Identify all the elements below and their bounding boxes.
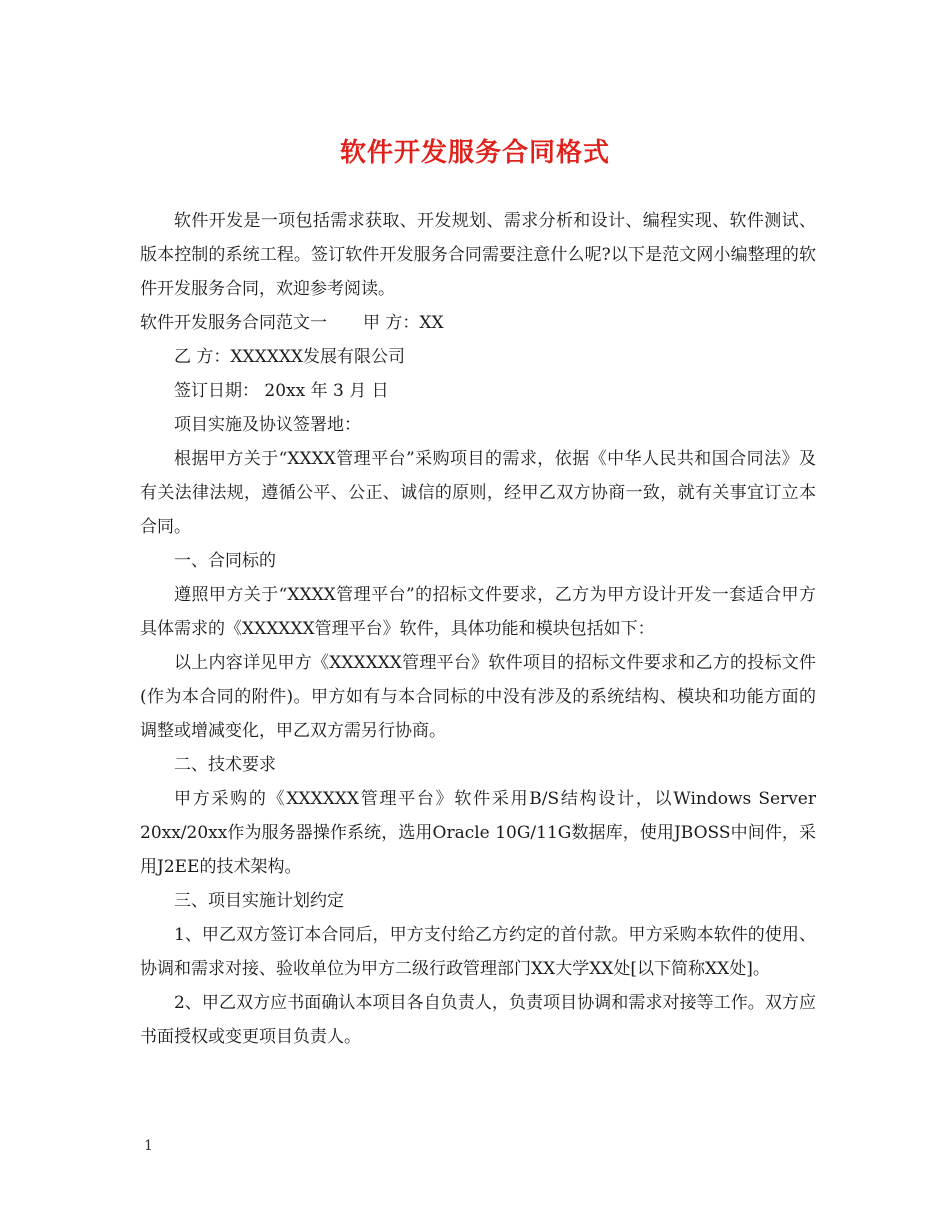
subject-paragraph-1: 遵照甲方关于“XXXX管理平台”的招标文件要求，乙方为甲方设计开发一套适合甲方具体需求的《XXXXXX管理平台》软件，具体功能和模块包括如下： — [140, 585, 816, 639]
plan-item-1: 1、甲乙双方签订本合同后，甲方支付给乙方约定的首付款。甲方采购本软件的使用、协调和需求对接、验收单位为甲方二级行政管理部门XX大学XX处[以下简称XX处]。 — [140, 925, 816, 979]
sample-heading: 软件开发服务合同范文一 — [140, 313, 327, 333]
party-a-line: 甲 方：XX — [363, 313, 444, 333]
section-heading-plan: 三、项目实施计划约定 — [174, 891, 344, 911]
signing-date-line: 签订日期： 20xx 年 3 月 日 — [174, 381, 389, 401]
document-title: 软件开发服务合同格式 — [339, 138, 610, 168]
party-b-line: 乙 方：XXXXXX发展有限公司 — [174, 347, 406, 367]
signing-location-line: 项目实施及协议签署地： — [174, 415, 361, 435]
technical-paragraph: 甲方采购的《XXXXXX管理平台》软件采用B/S结构设计，以Windows Server 20xx/20xx作为服务器操作系统，选用Oracle 10G/11G数据库，使用JBOSS中间件，采用J2EE的技术架构。 — [140, 789, 816, 877]
preamble-paragraph: 根据甲方关于“XXXX管理平台”采购项目的需求，依据《中华人民共和国合同法》及有关法律法规，遵循公平、公正、诚信的原则，经甲乙双方协商一致，就有关事宜订立本合同。 — [140, 449, 816, 537]
intro-paragraph: 软件开发是一项包括需求获取、开发规划、需求分析和设计、编程实现、软件测试、版本控制的系统工程。签订软件开发服务合同需要注意什么呢?以下是范文网小编整理的软件开发服务合同，欢迎参考阅读。 — [140, 211, 816, 299]
plan-item-2: 2、甲乙双方应书面确认本项目各自负责人，负责项目协调和需求对接等工作。双方应书面授权或变更项目负责人。 — [140, 993, 816, 1047]
document-body — [140, 204, 816, 1054]
subject-paragraph-2: 以上内容详见甲方《XXXXXX管理平台》软件项目的招标文件要求和乙方的投标文件(作为本合同的附件)。甲方如有与本合同标的中没有涉及的系统结构、模块和功能方面的调整或增减变化，甲乙双方需另行协商。 — [140, 653, 816, 741]
page-number: 1 — [144, 1138, 153, 1154]
section-heading-technical: 二、技术要求 — [174, 755, 276, 775]
sample-heading-line — [140, 306, 816, 340]
section-heading-subject: 一、合同标的 — [174, 551, 276, 571]
